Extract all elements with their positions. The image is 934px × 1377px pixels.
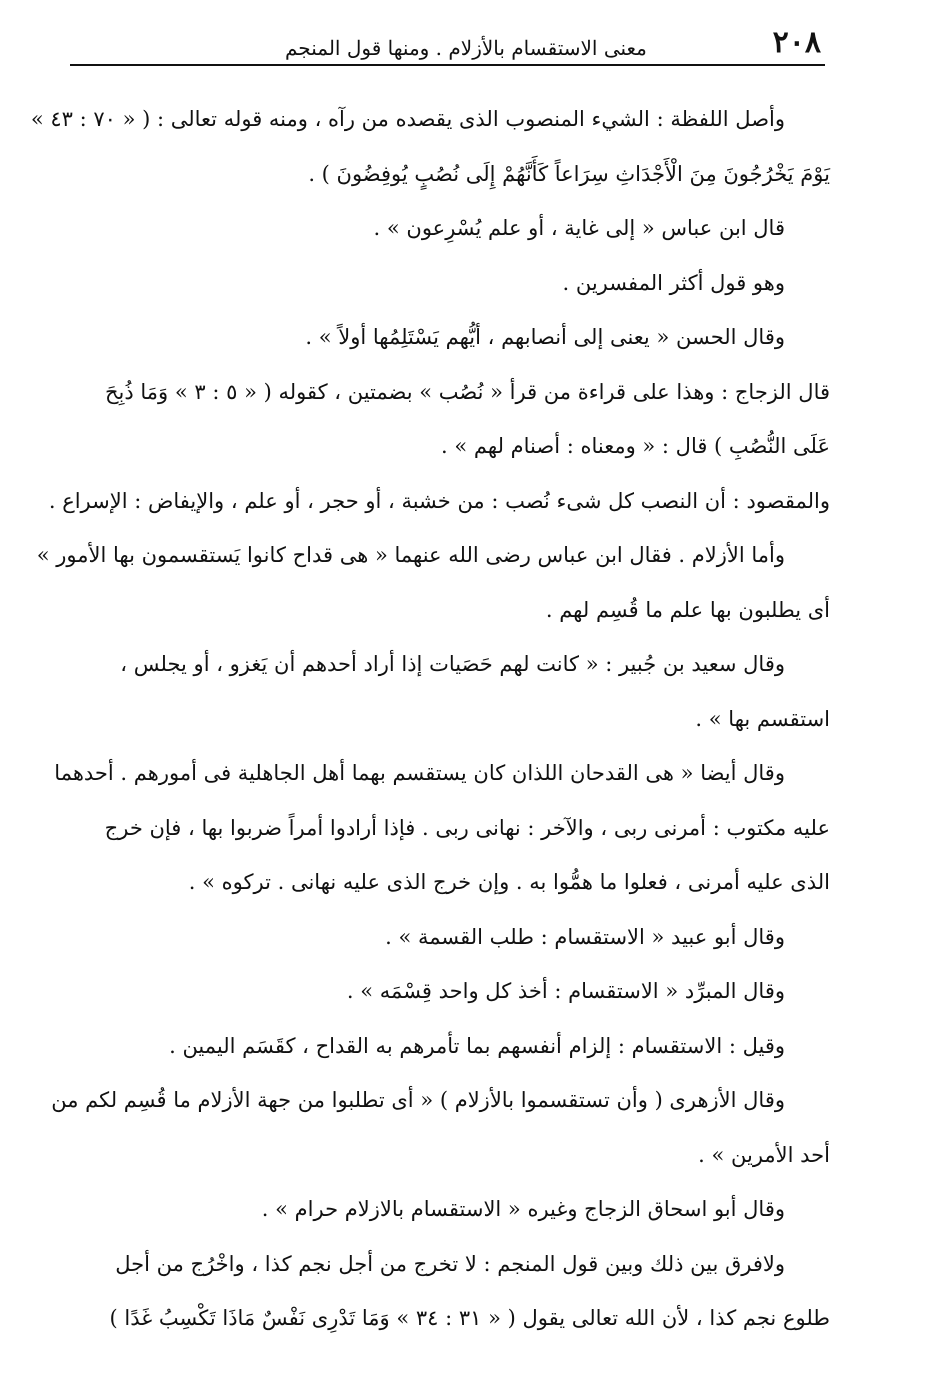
running-title: معنى الاستقسام بالأزلام . ومنها قول المنجم — [285, 36, 647, 60]
text-line: وقال الحسن « يعنى إلى أنصابهم ، أيُّهم يَسْتَلِمُها أولاً » . — [305, 325, 785, 349]
text-line: استقسم بها » . — [695, 706, 830, 731]
text-line: عليه مكتوب : أمرنى ربى ، والآخر : نهانى ربى . فإذا أرادوا أمراً ضربوا بها ، فإن خرج — [104, 815, 830, 840]
text-line: وقال الأزهرى ( وأن تستقسموا بالأزلام ) « أى تطلبوا من جهة الأزلام ما قُسِم لكم من — [51, 1088, 785, 1112]
text-line: وقال المبرِّد « الاستقسام : أخذ كل واحد قِسْمَه » . — [346, 979, 785, 1003]
text-line: يَوْمَ يَخْرُجُونَ مِنَ الْأَجْدَاثِ سِرَاعاً كَأَنَّهُمْ إِلَى نُصُبٍ يُوفِضُونَ ) . — [308, 161, 830, 186]
text-line: وقال سعيد بن جُبير : « كانت لهم حَصَيات إذا أراد أحدهم أن يَغزو ، أو يجلس ، — [120, 652, 785, 676]
text-line: وأصل اللفظة : الشيء المنصوب الذى يقصده من رآه ، ومنه قوله تعالى : ( « ٧٠ : ٤٣ » — [30, 107, 785, 131]
text-line: طلوع نجم كذا ، لأن الله تعالى يقول ( « ٣١ : ٣٤ » وَمَا تَدْرِى نَفْسٌ مَاذَا تَكْسِبُ غَدًا ) — [109, 1306, 830, 1330]
text-line: وهو قول أكثر المفسرين . — [562, 270, 785, 295]
text-line: وقال أبو عبيد « الاستقسام : طلب القسمة » . — [385, 924, 785, 949]
text-line: الذى عليه أمرنى ، فعلوا ما همُّوا به . وإن خرج الذى عليه نهانى . تركوه » . — [188, 870, 830, 894]
text-line: وقيل : الاستقسام : إلزام أنفسهم بما تأمرهم به القداح ، كقَسَم اليمين . — [169, 1033, 785, 1058]
page-number: ٢٠٨ — [772, 25, 821, 60]
text-line: قال الزجاج : وهذا على قراءة من قرأ « نُصُب » بضمتين ، كقوله ( « ٥ : ٣ » وَمَا ذُبِحَ — [104, 379, 830, 404]
text-line: وقال أيضا « هى القدحان اللذان كان يستقسم بهما أهل الجاهلية فى أمورهم . أحدهما — [54, 761, 785, 785]
text-line: أحد الأمرين » . — [698, 1142, 830, 1167]
text-line: وأما الأزلام . فقال ابن عباس رضى الله عنهما « هى قداح كانوا يَستقسمون بها الأمور » — [36, 543, 785, 567]
body-text — [30, 92, 830, 1346]
page-header — [70, 22, 825, 66]
text-line: ولافرق بين ذلك وبين قول المنجم : لا تخرج من أجل نجم كذا ، واخْرُج من أجل — [115, 1251, 785, 1276]
text-line: وقال أبو اسحاق الزجاج وغيره « الاستقسام بالازلام حرام » . — [261, 1197, 785, 1221]
text-line: قال ابن عباس « إلى غاية ، أو علم يُسْرِعون » . — [373, 216, 785, 240]
text-line: عَلَى النُّصُبِ ) قال : « ومعناه : أصنام لهم » . — [441, 434, 830, 458]
text-line: أى يطلبون بها علم ما قُسِم لهم . — [545, 597, 830, 622]
text-line: والمقصود : أن النصب كل شىء نُصب : من خشبة ، أو حجر ، أو علم ، والإيفاض : الإسراع . — [48, 488, 830, 513]
